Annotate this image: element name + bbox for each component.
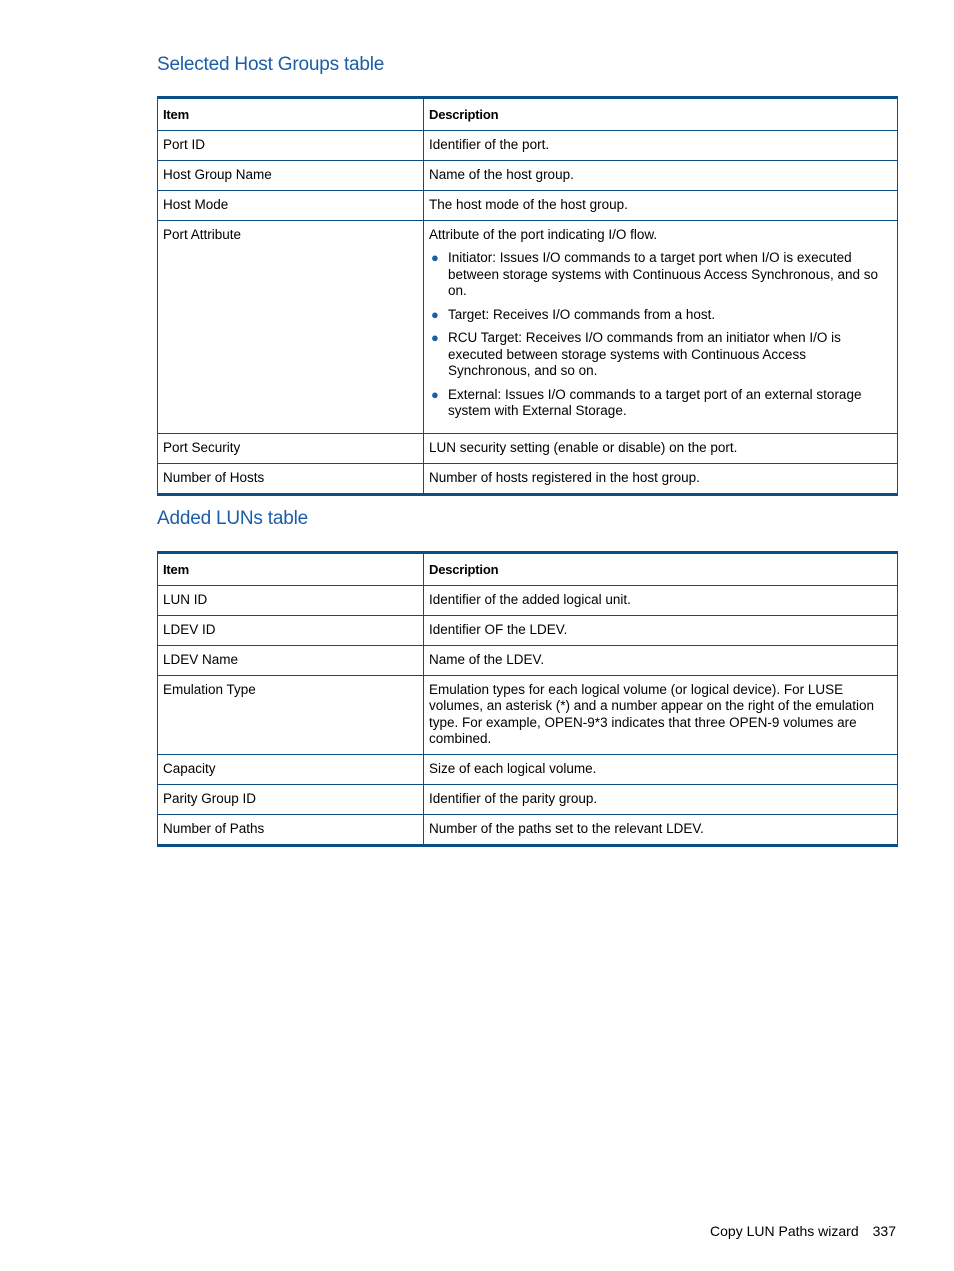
bullet-icon: ●: [431, 386, 439, 402]
table-row: [158, 190, 898, 220]
cell-item: Capacity: [158, 754, 424, 784]
cell-description: Number of the paths set to the relevant LDEV.: [424, 814, 898, 845]
cell-item: Number of Hosts: [158, 463, 424, 494]
bullet-icon: ●: [431, 306, 439, 322]
cell-item: LDEV ID: [158, 615, 424, 645]
cell-item: Port ID: [158, 130, 424, 160]
list-item: [429, 250, 892, 300]
list-item: [429, 307, 892, 324]
table-row: [158, 130, 898, 160]
table-row: [158, 615, 898, 645]
cell-description: Identifier of the parity group.: [424, 784, 898, 814]
cell-item: Parity Group ID: [158, 784, 424, 814]
table-row: [158, 433, 898, 463]
cell-item: LDEV Name: [158, 645, 424, 675]
table-header-row: [158, 98, 898, 131]
cell-description: [424, 220, 898, 433]
list-item-text: External: Issues I/O commands to a target port of an external storage system with External Storage.: [448, 386, 862, 418]
table-row: [158, 463, 898, 494]
table-row: [158, 160, 898, 190]
page-footer: [710, 1223, 896, 1239]
list-item: [429, 387, 892, 420]
column-header-item: Item: [158, 553, 424, 586]
cell-description: Identifier of the added logical unit.: [424, 585, 898, 615]
cell-description: Size of each logical volume.: [424, 754, 898, 784]
cell-description: The host mode of the host group.: [424, 190, 898, 220]
list-item-text: RCU Target: Receives I/O commands from an initiator when I/O is executed between storage systems with Continuous Access Synchronous, and so on.: [448, 330, 841, 378]
table-row: [158, 754, 898, 784]
section-title-added-luns: Added LUNs table: [157, 508, 309, 529]
cell-description: LUN security setting (enable or disable) on the port.: [424, 433, 898, 463]
cell-description: Number of hosts registered in the host group.: [424, 463, 898, 494]
cell-description-text: Attribute of the port indicating I/O flow.: [429, 226, 658, 242]
cell-item: Number of Paths: [158, 814, 424, 845]
list-item: [429, 330, 892, 380]
host-groups-table: [157, 96, 898, 496]
cell-item: Host Mode: [158, 190, 424, 220]
cell-description: Name of the host group.: [424, 160, 898, 190]
cell-item: Host Group Name: [158, 160, 424, 190]
page-number: 337: [872, 1223, 896, 1239]
table-header-row: [158, 553, 898, 586]
table-row: [158, 645, 898, 675]
column-header-description: Description: [424, 98, 898, 131]
cell-item: Emulation Type: [158, 675, 424, 754]
section-title-host-groups: Selected Host Groups table: [157, 54, 385, 75]
bullet-icon: ●: [431, 250, 439, 265]
added-luns-table: [157, 551, 898, 847]
cell-item: Port Security: [158, 433, 424, 463]
cell-description: Emulation types for each logical volume (or logical device). For LUSE volumes, an asterisk (*) and a number appear on the right of the emulation type. For example, OPEN-9*3 indicates that three OPEN-9 volumes are combined.: [424, 675, 898, 754]
column-header-description: Description: [424, 553, 898, 586]
column-header-item: Item: [158, 98, 424, 131]
cell-description: Name of the LDEV.: [424, 645, 898, 675]
table-row: [158, 675, 898, 754]
cell-description: Identifier of the port.: [424, 130, 898, 160]
table-row: [158, 814, 898, 845]
cell-description: Identifier OF the LDEV.: [424, 615, 898, 645]
cell-item: Port Attribute: [158, 220, 424, 433]
footer-chapter-title: Copy LUN Paths wizard: [710, 1223, 859, 1239]
table-row: [158, 784, 898, 814]
port-attribute-list: [429, 250, 892, 420]
list-item-text: Initiator: Issues I/O commands to a target port when I/O is executed between storage systems with Continuous Access Synchronous, and so on.: [448, 250, 878, 298]
list-item-text: Target: Receives I/O commands from a host.: [448, 306, 716, 322]
table-row: [158, 220, 898, 433]
cell-item: LUN ID: [158, 585, 424, 615]
bullet-icon: ●: [431, 330, 439, 345]
table-row: [158, 585, 898, 615]
